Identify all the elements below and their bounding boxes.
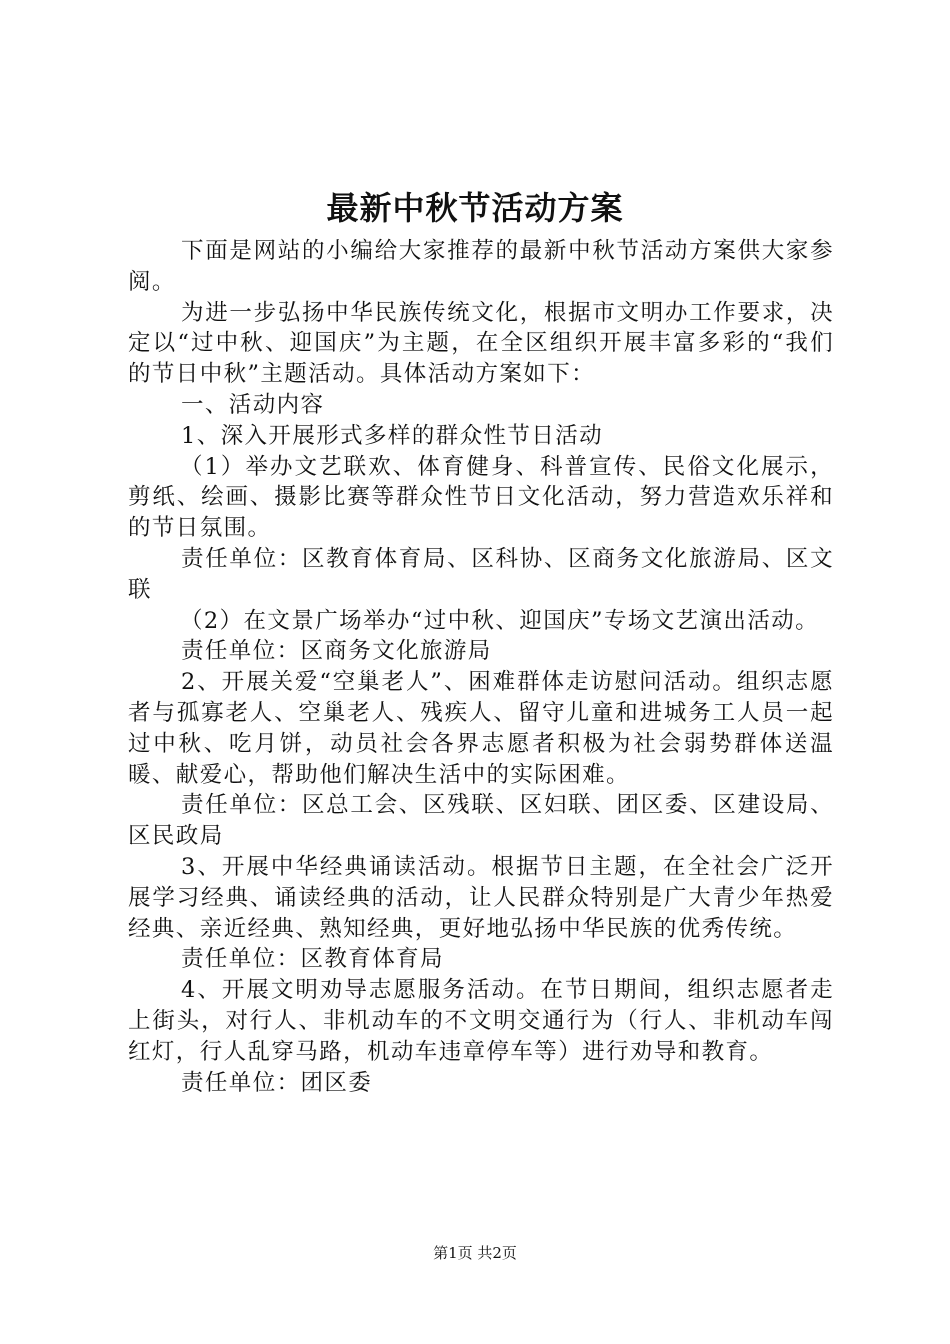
page-footer: 第1页 共2页 xyxy=(433,1244,517,1262)
document-title: 最新中秋节活动方案 xyxy=(326,189,624,227)
document-body xyxy=(128,236,834,1098)
responsible-unit-2: 责任单位：区总工会、区残联、区妇联、团区委、区建设局、区民政局 xyxy=(128,792,834,850)
responsible-unit-3: 责任单位：区教育体育局 xyxy=(181,946,444,973)
item-2: 2、开展关爱“空巢老人”、困难群体走访慰问活动。组织志愿者与孤寡老人、空巢老人、残疾人、留守儿童和进城务工人员一起过中秋、吃月饼，动员社会各界志愿者积极为社会弱势群体送温暖、献爱心，帮助他们解决生活中的实际困难。 xyxy=(128,669,834,788)
item-heading-1: 1、深入开展形式多样的群众性节日活动 xyxy=(181,422,604,449)
item-3: 3、开展中华经典诵读活动。根据节日主题，在全社会广泛开展学习经典、诵读经典的活动，让人民群众特别是广大青少年热爱经典、亲近经典、熟知经典，更好地弘扬中华民族的优秀传统。 xyxy=(128,853,834,942)
item-4: 4、开展文明劝导志愿服务活动。在节日期间，组织志愿者走上街头，对行人、非机动车的不文明交通行为（行人、非机动车闯红灯，行人乱穿马路，机动车违章停车等）进行劝导和教育。 xyxy=(128,977,834,1065)
paragraph-intro: 下面是网站的小编给大家推荐的最新中秋节活动方案供大家参阅。 xyxy=(128,238,834,295)
sub-item-2: （2）在文景广场举办“过中秋、迎国庆”专场文艺演出活动。 xyxy=(180,607,820,634)
responsible-unit-1-2: 责任单位：区商务文化旅游局 xyxy=(181,638,492,665)
responsible-unit-1-1: 责任单位：区教育体育局、区科协、区商务文化旅游局、区文联 xyxy=(128,545,834,603)
section-heading-activities: 一、活动内容 xyxy=(181,391,325,418)
sub-item-1: （1）举办文艺联欢、体育健身、科普宣传、民俗文化展示，剪纸、绘画、摄影比赛等群众性节日文化活动，努力营造欢乐祥和的节日氛围。 xyxy=(128,453,834,542)
paragraph-background: 为进一步弘扬中华民族传统文化，根据市文明办工作要求，决定以“过中秋、迎国庆”为主题，在全区组织开展丰富多彩的“我们的节日中秋”主题活动。具体活动方案如下： xyxy=(128,299,834,388)
responsible-unit-4: 责任单位：团区委 xyxy=(181,1069,373,1096)
